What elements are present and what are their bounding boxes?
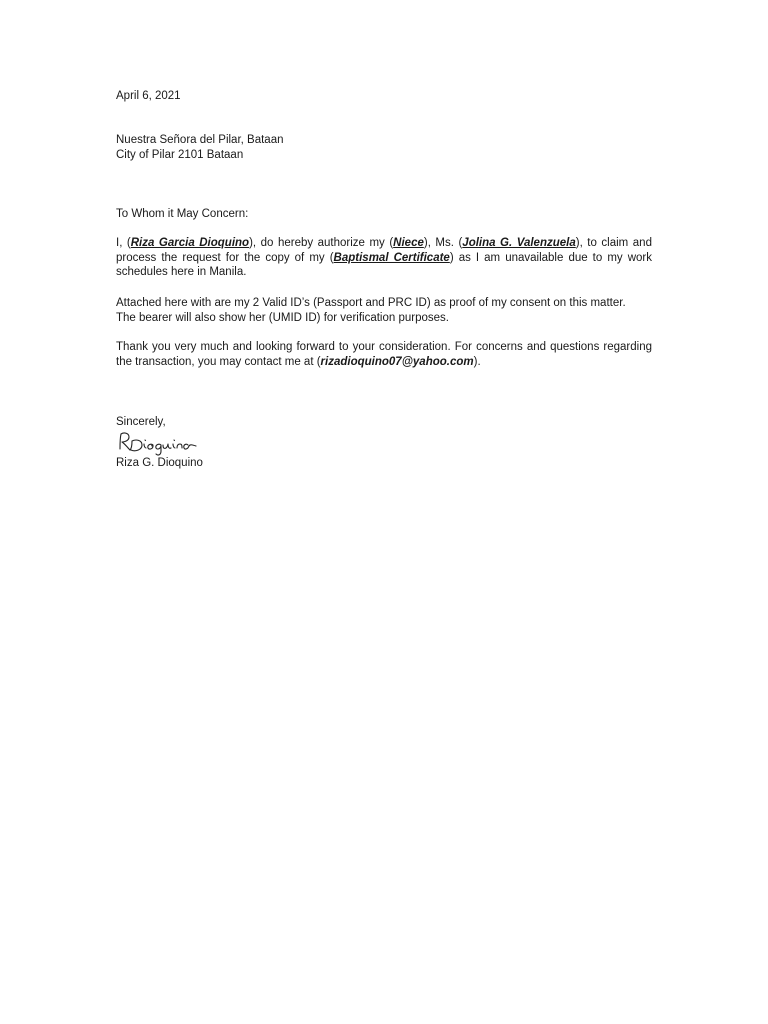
letter-date: April 6, 2021 [116,90,181,102]
para1-text-3: ), Ms. ( [423,237,463,249]
handwritten-signature [116,429,200,457]
para1-text-4: ), to claim and process the request for the copy of my ( [116,237,652,264]
para2-line-2: The bearer will also show her (UMID ID) for verification purposes. [116,311,449,324]
attachments-paragraph [116,296,652,325]
closing: Sincerely, [116,416,166,428]
requested-document: Baptismal Certificate [333,251,450,264]
relation: Niece [393,237,424,249]
authorization-paragraph [116,236,652,280]
contact-paragraph [116,340,652,369]
para3-text-2: ). [473,355,481,368]
signer-name: Riza G. Dioquino [116,457,203,469]
recipient-address [116,133,652,162]
authorizer-name: Riza Garcia Dioquino [130,237,250,249]
contact-email: rizadioquino07@yahoo.com [320,355,474,368]
salutation: To Whom it May Concern: [116,208,249,220]
representative-name: Jolina G. Valenzuela [462,237,576,249]
para1-text-2: ), do hereby authorize my ( [249,237,394,249]
recipient-line-1: Nuestra Señora del Pilar, Bataan [116,134,284,146]
para1-text-1: I, ( [116,237,131,249]
recipient-line-2: City of Pilar 2101 Bataan [116,148,244,161]
para1-text-5: ) as I am unavailable due to my work schedules here in Manila. [116,251,653,279]
para2-line-1: Attached here with are my 2 Valid ID’s (Passport and PRC ID) as proof of my consent on this matter. [116,297,626,309]
para3-text-1: Thank you very much and looking forward to your consideration. For concerns and questions regarding the transaction, you may contact me at ( [116,341,652,368]
